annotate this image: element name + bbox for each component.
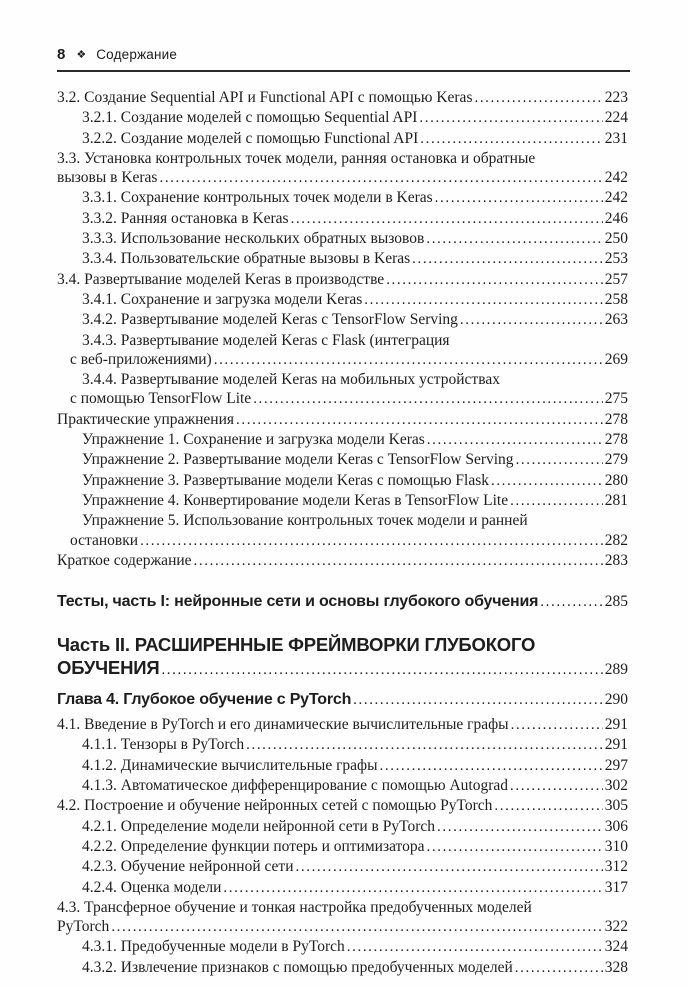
toc-line (57, 531, 628, 551)
toc-entry-text: Упражнение 3. Развертывание модели Keras с помощью Flask (82, 471, 489, 489)
page-number: 269 (604, 350, 628, 368)
toc-entry (57, 715, 628, 735)
dot-leader (491, 471, 603, 491)
page-number: 283 (604, 551, 628, 569)
toc-line (57, 878, 628, 898)
toc-entry-text: 3.4. Развертывание моделей Keras в производстве (57, 270, 385, 288)
page-number: 305 (604, 797, 628, 815)
dot-leader (427, 430, 603, 450)
toc-entry (57, 430, 628, 450)
toc-line (57, 168, 628, 188)
toc-entry-text: 4.1.1. Тензоры в PyTorch (82, 736, 245, 754)
toc-entry (57, 796, 628, 816)
toc-entry (57, 898, 628, 938)
toc-entry-text: 3.2.2. Создание моделей с помощью Functional API (82, 129, 419, 147)
toc-entry (57, 249, 628, 269)
toc-entry-text: остановки (70, 531, 139, 549)
toc-line (57, 249, 628, 269)
toc-line (57, 290, 628, 310)
toc-line (57, 471, 628, 491)
toc (57, 88, 628, 978)
page-number: 328 (604, 958, 628, 976)
toc-entry (57, 817, 628, 837)
dot-leader (291, 209, 603, 229)
toc-line (57, 491, 628, 511)
dot-leader (253, 389, 603, 409)
page-number: 281 (604, 491, 628, 509)
page-number-header: 8 (57, 46, 66, 63)
page-number: 289 (604, 661, 628, 679)
toc-entry (57, 776, 628, 796)
page-number: 324 (604, 938, 628, 956)
toc-line (57, 796, 628, 816)
toc-entry-text: 3.3.3. Использование нескольких обратных вызовов (82, 230, 425, 248)
page-number: 223 (604, 89, 628, 106)
toc-entry-text: 4.2.4. Оценка модели (82, 878, 222, 896)
toc-heading-entry (57, 689, 628, 711)
page-header (57, 0, 630, 72)
page-number: 291 (604, 716, 628, 734)
page-number: 282 (604, 531, 628, 549)
toc-entry (57, 735, 628, 755)
toc-line (57, 310, 628, 330)
toc-entry (57, 857, 628, 877)
dot-leader (214, 350, 603, 370)
toc-line (57, 633, 628, 656)
page-number: 279 (604, 451, 628, 469)
toc-entry (57, 188, 628, 208)
toc-entry (57, 310, 628, 330)
page-number: 242 (604, 169, 628, 187)
toc-entry (57, 270, 628, 290)
page-number: 224 (604, 109, 628, 127)
dot-leader (246, 735, 603, 755)
toc-entry-text: 4.3. Трансферное обучение и тонкая настройка предобученных моделей (57, 898, 532, 916)
toc-entry-text: Краткое содержание (57, 551, 192, 569)
dot-leader (494, 796, 602, 816)
page-number: 306 (604, 817, 628, 835)
page-number: 250 (604, 230, 628, 248)
toc-entry (57, 290, 628, 310)
toc-entry (57, 450, 628, 470)
toc-entry-text: ОБУЧЕНИЯ (57, 657, 160, 679)
toc-entry (57, 491, 628, 511)
page-number: 246 (604, 209, 628, 227)
toc-entry-text: 3.4.4. Развертывание моделей Keras на мобильных устройствах (82, 371, 500, 389)
toc-entry (57, 108, 628, 128)
toc-entry (57, 331, 628, 371)
dot-leader (111, 917, 602, 937)
toc-line (57, 129, 628, 149)
toc-entry (57, 756, 628, 776)
page-number: 278 (604, 410, 628, 428)
page-number: 322 (604, 918, 628, 936)
toc-line (57, 551, 628, 571)
toc-entry-text: 4.1.3. Автоматическое дифференцирование с помощью Autograd (82, 777, 509, 795)
dot-leader (435, 188, 603, 208)
page-number: 258 (604, 290, 628, 308)
dot-leader (161, 658, 602, 682)
toc-entry-text: 3.3.2. Ранняя остановка в Keras (82, 209, 289, 227)
dot-leader (510, 776, 603, 796)
toc-line (57, 689, 628, 711)
dot-leader (510, 491, 603, 511)
page-number: 280 (604, 471, 628, 489)
toc-line (57, 756, 628, 776)
dot-leader (347, 937, 603, 957)
dot-leader (426, 229, 602, 249)
dot-leader (511, 715, 603, 735)
dot-leader (515, 958, 603, 978)
toc-line (57, 656, 628, 682)
toc-entry (57, 937, 628, 957)
toc-line (57, 511, 628, 530)
page-number: 310 (604, 837, 628, 855)
dot-leader (419, 108, 602, 128)
toc-entry-text: 3.2.1. Создание моделей с помощью Sequential API (82, 109, 418, 127)
dot-leader (460, 310, 603, 330)
toc-entry-text: Часть II. РАСШИРЕННЫЕ ФРЕЙМВОРКИ ГЛУБОКОГО (57, 634, 536, 656)
toc-entry-text: 4.2.3. Обучение нейронной сети (82, 858, 294, 876)
dot-leader (516, 450, 603, 470)
dot-leader (296, 857, 603, 877)
page-number: 317 (604, 878, 628, 896)
page-number: 242 (604, 189, 628, 207)
toc-line (57, 149, 628, 168)
toc-line (57, 715, 628, 735)
page-number: 297 (604, 756, 628, 774)
toc-entry (57, 209, 628, 229)
toc-entry-text: Упражнение 1. Сохранение и загрузка модели Keras (82, 431, 425, 449)
dot-leader (412, 249, 603, 269)
toc-entry (57, 878, 628, 898)
toc-line (57, 937, 628, 957)
toc-entry (57, 511, 628, 551)
toc-line (57, 350, 628, 370)
toc-line (57, 430, 628, 450)
page-number: 257 (604, 270, 628, 288)
toc-entry (57, 370, 628, 410)
toc-entry (57, 471, 628, 491)
page-number: 231 (604, 129, 628, 147)
dot-leader (236, 410, 603, 430)
toc-line (57, 837, 628, 857)
dot-leader (420, 129, 602, 149)
page-number: 312 (604, 858, 628, 876)
dot-leader (380, 756, 603, 776)
toc-entry-text: 3.3.4. Пользовательские обратные вызовы в Keras (82, 250, 411, 268)
toc-line (57, 857, 628, 877)
toc-entry-text: 3.2. Создание Sequential API и Functional API с помощью Keras (57, 89, 473, 106)
dot-leader (364, 290, 602, 310)
toc-entry (57, 837, 628, 857)
toc-entry-text: вызовы в Keras (57, 169, 158, 187)
toc-entry (57, 229, 628, 249)
toc-heading-entry (57, 591, 628, 613)
toc-entry-text: 3.4.3. Развертывание моделей Keras с Flask (интеграция (82, 331, 450, 349)
page-number: 302 (604, 777, 628, 795)
toc-line (57, 370, 628, 389)
toc-line (57, 591, 628, 613)
toc-line (57, 188, 628, 208)
dot-leader (474, 88, 602, 108)
toc-entry-text: 4.1.2. Динамические вычислительные графы (82, 756, 378, 774)
toc-line (57, 776, 628, 796)
page-number: 278 (604, 431, 628, 449)
page-number: 253 (604, 250, 628, 268)
toc-entry-text: 3.4.1. Сохранение и загрузка модели Keras (82, 290, 363, 308)
dot-leader (540, 591, 602, 613)
toc-entry-text: с веб-приложениями) (70, 350, 212, 368)
toc-line (57, 917, 628, 937)
toc-entry-text: Практические упражнения (57, 410, 235, 428)
toc-entry-text: 4.2.1. Определение модели нейронной сети в PyTorch (82, 817, 436, 835)
toc-line (57, 229, 628, 249)
running-head-title: Содержание (96, 47, 178, 62)
toc-line (57, 958, 628, 978)
toc-entry-text: Тесты, часть I: нейронные сети и основы глубокого обучения (57, 593, 539, 611)
toc-entry-text: 4.3.2. Извлечение признаков с помощью предобученных моделей (82, 958, 513, 976)
toc-line (57, 108, 628, 128)
toc-entry-text: 4.2.2. Определение функции потерь и оптимизатора (82, 837, 425, 855)
toc-entry (57, 88, 628, 108)
toc-line (57, 88, 628, 108)
toc-line (57, 389, 628, 409)
toc-entry-text: 4.1. Введение в PyTorch и его динамические вычислительные графы (57, 716, 509, 734)
toc-entry-text: Упражнение 2. Развертывание модели Keras с TensorFlow Serving (82, 451, 514, 469)
toc-line (57, 410, 628, 430)
toc-line (57, 331, 628, 350)
dot-leader (427, 837, 603, 857)
toc-entry-text: с помощью TensorFlow Lite (70, 390, 252, 408)
dot-leader (353, 689, 603, 711)
toc-entry-text: 4.3.1. Предобученные модели в PyTorch (82, 938, 345, 956)
toc-entry (57, 958, 628, 978)
page-number: 275 (604, 390, 628, 408)
toc-entry-text: Упражнение 5. Использование контрольных точек модели и ранней (82, 512, 528, 530)
toc-line (57, 450, 628, 470)
toc-entry-text: 4.2. Построение и обучение нейронных сетей с помощью PyTorch (57, 797, 493, 815)
toc-line (57, 898, 628, 917)
dot-leader (437, 817, 603, 837)
toc-entry-text: 3.4.2. Развертывание моделей Keras с TensorFlow Serving (82, 311, 458, 329)
toc-heading-entry (57, 633, 628, 682)
toc-entry-text: 3.3.1. Сохранение контрольных точек модели в Keras (82, 189, 433, 207)
page-number: 290 (604, 691, 628, 709)
toc-line (57, 817, 628, 837)
dot-leader (386, 270, 603, 290)
diamond-separator-icon: ❖ (76, 49, 87, 61)
dot-leader (140, 531, 603, 551)
dot-leader (194, 551, 603, 571)
toc-entry-text: PyTorch (57, 918, 110, 936)
toc-entry-text: Глава 4. Глубокое обучение с PyTorch (57, 691, 352, 709)
page-number: 263 (604, 311, 628, 329)
toc-entry (57, 410, 628, 430)
toc-line (57, 735, 628, 755)
toc-line (57, 270, 628, 290)
toc-entry (57, 149, 628, 189)
dot-leader (159, 168, 602, 188)
page-number: 291 (604, 736, 628, 754)
toc-entry-text: 3.3. Установка контрольных точек модели, ранняя остановка и обратные (57, 149, 536, 167)
page-number: 285 (604, 593, 628, 611)
toc-entry (57, 551, 628, 571)
toc-entry-text: Упражнение 4. Конвертирование модели Keras в TensorFlow Lite (82, 491, 509, 509)
toc-entry (57, 129, 628, 149)
toc-line (57, 209, 628, 229)
dot-leader (223, 878, 602, 898)
